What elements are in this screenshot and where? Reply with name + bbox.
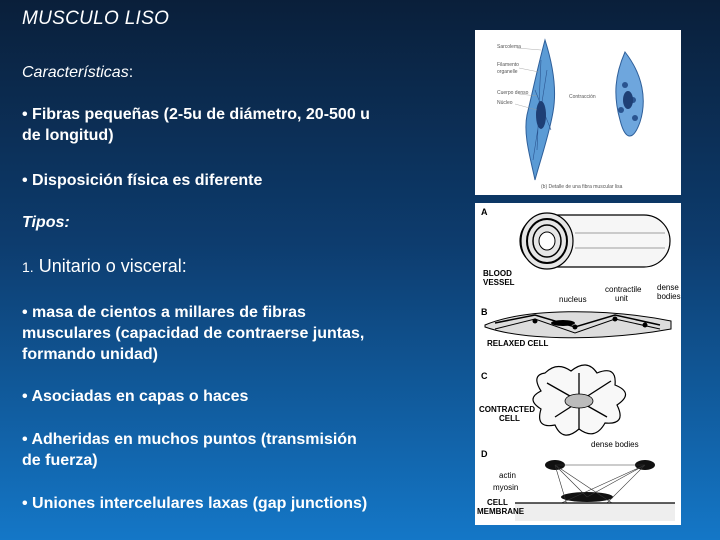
tipos-heading: Tipos: bbox=[22, 214, 70, 231]
bullet-asociadas: • Asociadas en capas o haces bbox=[22, 388, 249, 405]
bullet-adheridas-line2: de fuerza) bbox=[22, 452, 98, 469]
label-contractile: contractile bbox=[605, 285, 642, 294]
label-nucleo: Núcleo bbox=[497, 100, 513, 106]
bullet-adheridas-line1: • Adheridas en muchos puntos (transmisión bbox=[22, 431, 357, 448]
label-actin: actin bbox=[499, 471, 516, 480]
label-filamento-2: organelle bbox=[497, 69, 518, 75]
bullet-fibras-line2: de longitud) bbox=[22, 127, 114, 144]
label-nucleus: nucleus bbox=[559, 295, 587, 304]
label-vessel: VESSEL bbox=[483, 278, 515, 287]
bullet-masa bbox=[22, 302, 442, 365]
label-contracted: CONTRACTED bbox=[479, 405, 535, 414]
label-contracted-cell: CELL bbox=[499, 414, 520, 423]
label-dense-bodies: dense bodies bbox=[591, 440, 639, 449]
caracteristicas-heading bbox=[22, 62, 442, 83]
bullet-masa-line1: • masa de cientos a millares de fibras bbox=[22, 304, 306, 321]
label-bodies: bodies bbox=[657, 292, 681, 301]
panel-b-label: B bbox=[481, 307, 488, 317]
bullet-uniones: • Uniones intercelulares laxas (gap junctions) bbox=[22, 495, 368, 512]
caracteristicas-label: Características bbox=[22, 64, 129, 81]
tipo-unitario bbox=[22, 256, 442, 278]
bullet-masa-line3: formando unidad) bbox=[22, 346, 158, 363]
label-unit: unit bbox=[615, 294, 628, 303]
panel-c-label: C bbox=[481, 371, 488, 381]
tipo-unitario-text: Unitario o visceral: bbox=[33, 256, 187, 276]
bullet-masa-line2: musculares (capacidad de contraerse juntas, bbox=[22, 325, 365, 342]
label-membrane: MEMBRANE bbox=[477, 507, 525, 516]
label-cell: CELL bbox=[487, 498, 508, 507]
bullet-disposicion: • Disposición física es diferente bbox=[22, 172, 263, 189]
label-cuerpo-denso: Cuerpo denso bbox=[497, 90, 529, 96]
caracteristicas-colon: : bbox=[128, 64, 134, 81]
tipo-unitario-number: 1. bbox=[22, 259, 34, 275]
smooth-muscle-panels-figure bbox=[475, 203, 681, 525]
smooth-fiber-illustration bbox=[475, 30, 681, 195]
label-myosin: myosin bbox=[493, 483, 519, 492]
label-blood: BLOOD bbox=[483, 269, 512, 278]
bullet-fibras bbox=[22, 104, 442, 146]
label-relaxed-cell: RELAXED CELL bbox=[487, 339, 549, 348]
panel-d-label: D bbox=[481, 449, 488, 459]
bullet-adheridas bbox=[22, 429, 442, 471]
smooth-fiber-figure bbox=[475, 30, 681, 195]
label-sarcolema: Sarcolema bbox=[497, 44, 521, 50]
label-dense: dense bbox=[657, 283, 679, 292]
label-filamento: Filamento bbox=[497, 62, 519, 68]
label-contraccion: Contracción bbox=[569, 94, 596, 100]
bullet-fibras-line1: • Fibras pequeñas (2-5u de diámetro, 20-500 u bbox=[22, 106, 370, 123]
figure-caption: (b) Detalle de una fibra muscular lisa bbox=[541, 184, 623, 190]
panel-a-label: A bbox=[481, 207, 488, 217]
slide-title: MUSCULO LISO bbox=[22, 8, 170, 29]
